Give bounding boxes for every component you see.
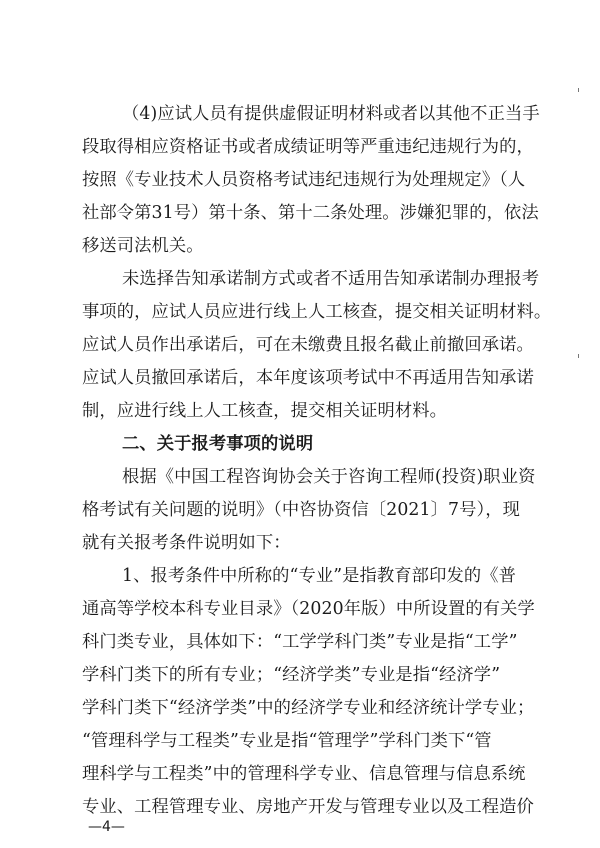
paragraph-line: 应试人员撤回承诺后，本年度该项考试中不再适用告知承诺 xyxy=(82,368,534,388)
paragraph-line: 事项的，应试人员应进行线上人工核查，提交相关证明材料。 xyxy=(82,302,552,322)
paragraph-line: 就有关报考条件说明如下： xyxy=(82,533,291,553)
paragraph-line: 根据《中国工程咨询协会关于咨询工程师(投资)职业资 xyxy=(122,467,536,487)
paragraph-line: 制，应进行线上人工核查，提交相关证明材料。 xyxy=(82,401,448,421)
paragraph-line: 按照《专业技术人员资格考试违纪违规行为处理规定》（人 xyxy=(82,170,526,190)
paragraph-line: 移送司法机关。 xyxy=(82,236,204,256)
paragraph-line: 格考试有关问题的说明》（中咨协资信〔2021〕7号），现 xyxy=(82,500,520,520)
paragraph-line: 应试人员作出承诺后，可在未缴费且报名截止前撤回承诺。 xyxy=(82,335,534,355)
scan-mark xyxy=(578,88,579,92)
paragraph-line: 通高等学校本科专业目录》（2020年版）中所设置的有关学 xyxy=(82,599,535,619)
scan-mark xyxy=(578,354,579,358)
paragraph-line: 专业、工程管理专业、房地产开发与管理专业以及工程造价 xyxy=(82,797,534,817)
paragraph-line: 学科门类下“经济学类”中的经济学专业和经济统计学专业； xyxy=(82,698,535,718)
page-number: —4— xyxy=(88,819,125,835)
paragraph-line: 1、报考条件中所称的“专业”是指教育部印发的《普 xyxy=(122,566,516,586)
paragraph-line: 科门类专业，具体如下：“工学学科门类”专业是指“工学” xyxy=(82,632,518,652)
paragraph-line: 段取得相应资格证书或者成绩证明等严重违纪违规行为的， xyxy=(82,137,534,157)
section-heading: 二、关于报考事项的说明 xyxy=(122,434,314,454)
paragraph-line: 理科学与工程类”中的管理科学专业、信息管理与信息系统 xyxy=(82,764,526,784)
paragraph-line: （4)应试人员有提供虚假证明材料或者以其他不正当手 xyxy=(122,104,540,124)
paragraph-line: “管理科学与工程类”专业是指“管理学”学科门类下“管 xyxy=(82,731,492,751)
paragraph-line: 未选择告知承诺制方式或者不适用告知承诺制办理报考 xyxy=(122,269,540,289)
paragraph-line: 学科门类下的所有专业；“经济学类”专业是指“经济学” xyxy=(82,665,501,685)
paragraph-line: 社部令第31号）第十条、第十二条处理。涉嫌犯罪的，依法 xyxy=(82,203,539,223)
